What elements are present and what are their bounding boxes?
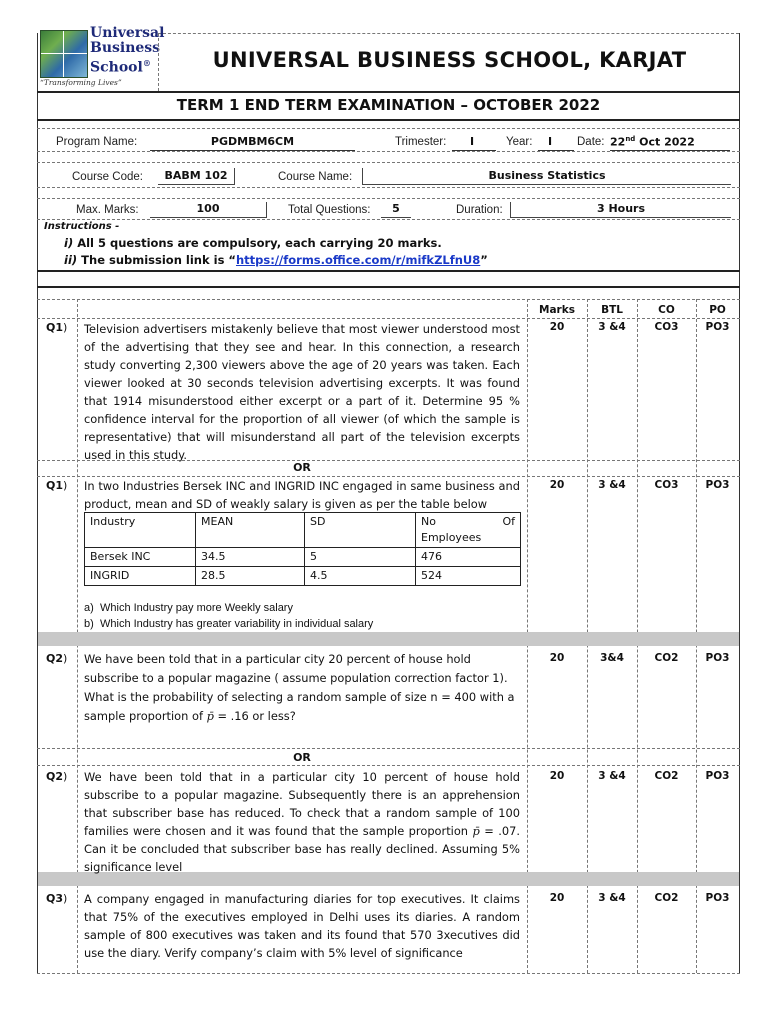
table-row — [85, 548, 521, 567]
date-day: 22 — [610, 135, 626, 149]
submission-link[interactable]: https://forms.office.com/r/mifkZLfnU8 — [235, 253, 481, 267]
header-top-line — [37, 299, 740, 300]
date-field — [610, 134, 730, 151]
grid-row-line — [37, 318, 740, 319]
po-header: PO — [709, 304, 726, 316]
question-btl: 3 &4 — [598, 479, 626, 491]
question-number: Q1) — [46, 479, 68, 492]
table-cell: 5 — [305, 548, 416, 567]
question-po: PO3 — [705, 321, 730, 333]
p-bar-symbol: p̄ — [472, 824, 480, 838]
grid-row-line — [37, 748, 740, 749]
question-btl: 3 &4 — [598, 892, 626, 904]
question-text: In two Industries Bersek INC and INGRID INC engaged in same business and product, mean and SD of weakly salary is given as per the table below — [84, 479, 520, 511]
table-cell: 4.5 — [305, 567, 416, 586]
instruction-1-text: All 5 questions are compulsory, each carrying 20 marks. — [77, 236, 442, 250]
question-co: CO2 — [654, 892, 679, 904]
info-grid-line — [37, 162, 740, 163]
table-cell: 28.5 — [196, 567, 305, 586]
question-number: Q2) — [46, 652, 68, 665]
question-text: We have been told that in a particular city 20 percent of house hold subscribe to a popular magazine ( assume population correction factor 1). What is the probability of selecting a random sample of size n = 400 with a sample proportion of p̄ = .16 or less? — [84, 652, 515, 723]
info-grid-line — [37, 128, 740, 129]
exam-title: TERM 1 END TERM EXAMINATION – OCTOBER 2022 — [176, 96, 601, 114]
date-label: Date: — [577, 136, 605, 148]
table-header-cell: SD — [305, 513, 416, 548]
total-questions-value: 5 — [392, 202, 400, 215]
frame-right-border — [739, 33, 740, 973]
instruction-item-1 — [64, 236, 442, 250]
question-marks: 20 — [549, 479, 565, 491]
info-grid-line — [37, 151, 740, 152]
exam-title-rule — [37, 119, 740, 121]
globe-image-icon — [40, 30, 88, 78]
question-po: PO3 — [705, 652, 730, 664]
frame-left-border — [37, 33, 38, 973]
trimester-label: Trimester: — [395, 136, 447, 148]
info-grid-line — [37, 187, 740, 188]
year-label: Year: — [506, 136, 533, 148]
question-po: PO3 — [705, 892, 730, 904]
info-grid-line — [37, 198, 740, 199]
duration-label: Duration: — [456, 204, 503, 216]
question-btl: 3&4 — [600, 652, 624, 664]
table-cell: 476 — [416, 548, 521, 567]
logo-tagline: “Transforming Lives” — [40, 78, 122, 87]
logo-registered-mark: ® — [142, 58, 151, 68]
marks-header: Marks — [539, 304, 575, 316]
logo-line-1: Universal — [90, 25, 165, 41]
year-field — [538, 134, 574, 151]
total-questions-label: Total Questions: — [288, 204, 371, 216]
duration-field — [510, 202, 731, 218]
question-marks: 20 — [549, 892, 565, 904]
table-header-cell: No Of Employees — [416, 513, 521, 548]
question-marks: 20 — [549, 321, 565, 333]
course-code-field — [158, 168, 235, 185]
table-cell: 524 — [416, 567, 521, 586]
question-text: A company engaged in manufacturing diaries for top executives. It claims that 75% of the executives employed in Delhi uses its diaries. A random sample of 800 executives was taken and its found that 570 3xecutives did use the diary. Verify company’s claim with 5% level of significance — [84, 892, 520, 960]
info-grid-line — [37, 219, 740, 220]
program-name-label: Program Name: — [56, 136, 138, 148]
question-co: CO2 — [654, 770, 679, 782]
question-number: Q2) — [46, 770, 68, 783]
logo-line-3: School — [90, 59, 143, 76]
course-name-field — [362, 168, 731, 185]
question-number: Q3) — [46, 892, 68, 905]
table-header-cell: Industry — [85, 513, 196, 548]
program-name-value: PGDMBM6CM — [210, 135, 295, 148]
question-btl: 3 &4 — [598, 770, 626, 782]
btl-header: BTL — [601, 304, 623, 316]
table-header-cell: MEAN — [196, 513, 305, 548]
question-text: Television advertisers mistakenly believe that most viewer understood most of the advertising that they see and hear. In this connection, a research study converting 2,300 viewers above the age of 20 years was taken. Each viewer looked at 30 seconds television advertising excerpts. It was found that 1914 misunderstood either excerpt or a part of it. Determine 95 % confidence interval for the proportion of all viewer (of which the sample is representative) that will misunderstand all part of the television excerpts used in this study. — [84, 322, 520, 462]
question-co: CO3 — [654, 479, 679, 491]
or-separator: OR — [293, 461, 311, 474]
table-cell: Bersek INC — [85, 548, 196, 567]
or-separator: OR — [293, 751, 311, 764]
course-name-label: Course Name: — [278, 171, 353, 183]
school-title: UNIVERSAL BUSINESS SCHOOL, KARJAT — [212, 48, 687, 72]
course-name-value: Business Statistics — [488, 169, 606, 182]
trimester-value: I — [470, 135, 475, 148]
instruction-2-suffix: ” — [480, 253, 488, 267]
co-header: CO — [658, 304, 675, 316]
total-questions-field — [381, 202, 411, 218]
industry-salary-table — [84, 512, 521, 586]
table-header-row — [85, 513, 521, 548]
question-po: PO3 — [705, 479, 730, 491]
table-row — [85, 567, 521, 586]
date-suffix: nd — [625, 135, 636, 143]
max-marks-label: Max. Marks: — [76, 204, 139, 216]
year-value: I — [548, 135, 553, 148]
max-marks-value: 100 — [196, 202, 220, 215]
school-logo — [40, 25, 165, 92]
question-co: CO2 — [654, 652, 679, 664]
question-marks: 20 — [549, 652, 565, 664]
instruction-2-prefix: The submission link is “ — [81, 253, 236, 267]
title-rule — [37, 91, 740, 93]
instructions-rule — [37, 270, 740, 272]
instructions-heading: Instructions - — [44, 221, 120, 232]
table-top-rule — [37, 286, 740, 288]
program-name-field — [150, 134, 355, 151]
instruction-2-number: ii) — [64, 253, 78, 267]
section-separator-1 — [38, 632, 739, 646]
course-code-label: Course Code: — [72, 171, 143, 183]
logo-line-2: Business — [90, 40, 161, 56]
instruction-1-number: i) — [64, 236, 74, 250]
sub-question-b: b) Which Industry has greater variability in individual salary — [84, 618, 374, 630]
question-number: Q1) — [46, 321, 68, 334]
duration-value: 3 Hours — [596, 202, 646, 215]
p-bar-symbol: p̄ — [206, 709, 214, 723]
course-code-value: BABM 102 — [164, 169, 228, 182]
grid-bottom-line — [37, 973, 740, 974]
trimester-field — [452, 134, 496, 151]
question-po: PO3 — [705, 770, 730, 782]
question-btl: 3 &4 — [598, 321, 626, 333]
grid-row-line — [37, 765, 740, 766]
frame-top-border — [158, 33, 739, 34]
logo-divider — [158, 33, 159, 91]
instruction-item-2 — [64, 253, 488, 267]
question-marks: 20 — [549, 770, 565, 782]
question-text: We have been told that in a particular city 10 percent of house hold subscribe to a popular magazine. Subsequently there is an apprehension that subscriber base has reduced. To check that a random sample of 100 families were chosen and it was found that the sample proportion p̄ = .07. Can it be concluded that subscriber base has really declined. Assuming 5% significance level — [84, 770, 520, 874]
date-rest: Oct 2022 — [635, 135, 695, 149]
sub-question-a: a) Which Industry pay more Weekly salary — [84, 602, 293, 614]
max-marks-field — [150, 202, 267, 218]
question-co: CO3 — [654, 321, 679, 333]
table-cell: INGRID — [85, 567, 196, 586]
table-cell: 34.5 — [196, 548, 305, 567]
